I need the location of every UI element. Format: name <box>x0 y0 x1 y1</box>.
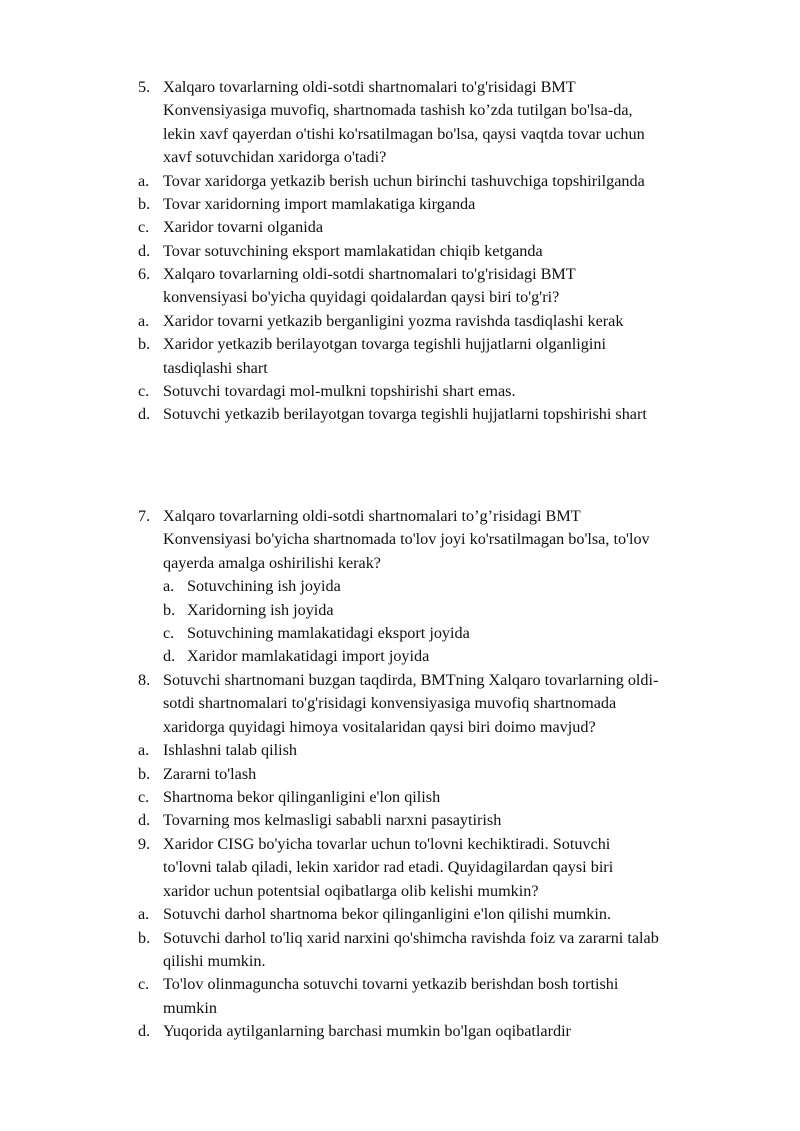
answer-option-c <box>0 622 800 645</box>
option-marker: d. <box>138 811 151 830</box>
option-marker: a. <box>138 311 150 330</box>
question-line <box>0 856 800 879</box>
question-number: 7. <box>138 507 151 525</box>
question-text: xavf sotuvchidan xaridorga o'tadi? <box>163 148 387 167</box>
question-number: 9. <box>138 835 151 853</box>
question-line <box>0 123 800 146</box>
question-line <box>0 286 800 309</box>
option-text: Xaridor mamlakatidagi import joyida <box>187 647 430 666</box>
option-text: Xaridor tovarni yetkazib berganligini yozma ravishda tasdiqlashi kerak <box>163 311 624 330</box>
question-line <box>0 669 800 692</box>
option-text: Xaridor tovarni olganida <box>163 218 324 237</box>
option-marker: c. <box>138 975 150 994</box>
question-line <box>0 528 800 551</box>
answer-option-b <box>0 927 800 950</box>
question-line <box>0 263 800 286</box>
option-marker: c. <box>138 218 150 237</box>
option-marker: b. <box>138 194 151 213</box>
answer-option-a <box>0 903 800 926</box>
question-line <box>0 833 800 856</box>
answer-option-d <box>0 645 800 668</box>
question-text: xaridor uchun potentsial oqibatlarga olib kelishi mumkin? <box>163 881 539 900</box>
question-text: Xalqaro tovarlarning oldi-sotdi shartnomalari to’g’risidagi BMT <box>163 507 581 525</box>
answer-option-d <box>0 403 800 426</box>
option-marker: d. <box>138 1022 151 1041</box>
option-marker: c. <box>138 787 150 806</box>
answer-option-c <box>0 380 800 403</box>
option-text: Sotuvchi darhol shartnoma bekor qilinganligini e'lon qilishi mumkin. <box>163 905 612 924</box>
option-text: mumkin <box>163 998 217 1017</box>
question-text: Konvensiyasi bo'yicha shartnomada to'lov joyi ko'rsatilmagan bo'lsa, to'lov <box>163 530 650 549</box>
question-line <box>0 716 800 739</box>
question-line <box>0 505 800 528</box>
question-8 <box>0 669 800 833</box>
question-text: to'lovni talab qiladi, lekin xaridor rad etadi. Quyidagilardan qaysi biri <box>163 858 614 877</box>
question-text: qayerda amalga oshirilishi kerak? <box>163 553 381 572</box>
answer-option-b <box>0 599 800 622</box>
answer-option-b <box>0 763 800 786</box>
question-line <box>0 880 800 903</box>
answer-option-c <box>0 973 800 996</box>
answer-option-c <box>0 216 800 239</box>
question-5 <box>0 76 800 263</box>
option-marker: d. <box>163 647 176 666</box>
answer-option-c-cont <box>0 997 800 1020</box>
option-text: Shartnoma bekor qilinganligini e'lon qilish <box>163 787 441 806</box>
option-text: qilishi mumkin. <box>163 951 266 970</box>
option-text: Tovar xaridorning import mamlakatiga kirganda <box>163 194 476 213</box>
question-number: 5. <box>138 78 151 96</box>
option-marker: d. <box>138 405 151 424</box>
option-text: Sotuvchining mamlakatidagi eksport joyida <box>187 623 470 642</box>
question-text: Xalqaro tovarlarning oldi-sotdi shartnomalari to'g'risidagi BMT <box>163 265 576 283</box>
option-text: Ishlashni talab qilish <box>163 741 297 760</box>
option-text: Sotuvchining ish joyida <box>187 577 341 596</box>
question-number: 8. <box>138 671 151 689</box>
answer-option-b <box>0 193 800 216</box>
option-text: Xaridor yetkazib berilayotgan tovarga tegishli hujjatlarni olganligini <box>163 335 606 354</box>
question-line <box>0 692 800 715</box>
question-text: Konvensiyasiga muvofiq, shartnomada tashish ko’zda tutilgan bo'lsa-da, <box>163 101 633 120</box>
option-marker: a. <box>138 741 150 760</box>
answer-option-d <box>0 809 800 832</box>
answer-option-b <box>0 333 800 356</box>
question-text: Sotuvchi shartnomani buzgan taqdirda, BMTning Xalqaro tovarlarning oldi- <box>163 671 659 689</box>
option-text: Tovarning mos kelmasligi sababli narxni pasaytirish <box>163 811 502 830</box>
answer-option-a <box>0 170 800 193</box>
option-text: Sotuvchi tovardagi mol-mulkni topshirishi shart emas. <box>163 381 516 400</box>
question-line <box>0 146 800 169</box>
answer-option-d <box>0 240 800 263</box>
option-marker: d. <box>138 241 151 260</box>
option-text: Sotuvchi darhol to'liq xarid narxini qo'shimcha ravishda foiz va zararni talab <box>163 928 659 947</box>
answer-option-c <box>0 786 800 809</box>
option-text: Tovar sotuvchining eksport mamlakatidan chiqib ketganda <box>163 241 543 260</box>
question-text: lekin xavf qayerdan o'tishi ko'rsatilmagan bo'lsa, qaysi vaqtda tovar uchun <box>163 124 645 143</box>
option-marker: b. <box>138 335 151 354</box>
option-text: Xaridorning ish joyida <box>187 600 334 619</box>
answer-option-b-cont <box>0 950 800 973</box>
option-text: To'lov olinmaguncha sotuvchi tovarni yetkazib berishdan bosh tortishi <box>163 975 619 994</box>
question-text: sotdi shartnomalari to'g'risidagi konvensiyasiga muvofiq shartnomada <box>163 694 617 713</box>
question-text: xaridorga quyidagi himoya vositalaridan qaysi biri doimo mavjud? <box>163 717 596 736</box>
option-text: Yuqorida aytilganlarning barchasi mumkin bo'lgan oqibatlardir <box>163 1022 571 1041</box>
question-line <box>0 99 800 122</box>
option-marker: b. <box>138 928 151 947</box>
question-7 <box>0 505 800 669</box>
option-marker: a. <box>163 577 175 596</box>
option-marker: a. <box>138 905 150 924</box>
question-text: Xaridor CISG bo'yicha tovarlar uchun to'lovni kechiktiradi. Sotuvchi <box>163 835 611 853</box>
option-marker: b. <box>163 600 176 619</box>
option-marker: c. <box>163 623 175 642</box>
answer-option-a <box>0 739 800 762</box>
option-text: Zararni to'lash <box>163 764 257 783</box>
answer-option-b-cont <box>0 357 800 380</box>
option-text: Sotuvchi yetkazib berilayotgan tovarga tegishli hujjatlarni topshirishi shart <box>163 405 647 424</box>
option-marker: b. <box>138 764 151 783</box>
question-6 <box>0 263 800 427</box>
answer-option-d <box>0 1020 800 1043</box>
answer-option-a <box>0 575 800 598</box>
question-9 <box>0 833 800 1044</box>
question-number: 6. <box>138 265 151 283</box>
option-marker: c. <box>138 381 150 400</box>
option-marker: a. <box>138 171 150 190</box>
question-text: Xalqaro tovarlarning oldi-sotdi shartnomalari to'g'risidagi BMT <box>163 78 576 96</box>
question-text: konvensiyasi bo'yicha quyidagi qoidalardan qaysi biri to'g'ri? <box>163 288 560 307</box>
question-line <box>0 76 800 99</box>
answer-option-a <box>0 310 800 333</box>
question-line <box>0 552 800 575</box>
option-text: tasdiqlashi shart <box>163 358 268 377</box>
option-text: Tovar xaridorga yetkazib berish uchun birinchi tashuvchiga topshirilganda <box>163 171 645 190</box>
